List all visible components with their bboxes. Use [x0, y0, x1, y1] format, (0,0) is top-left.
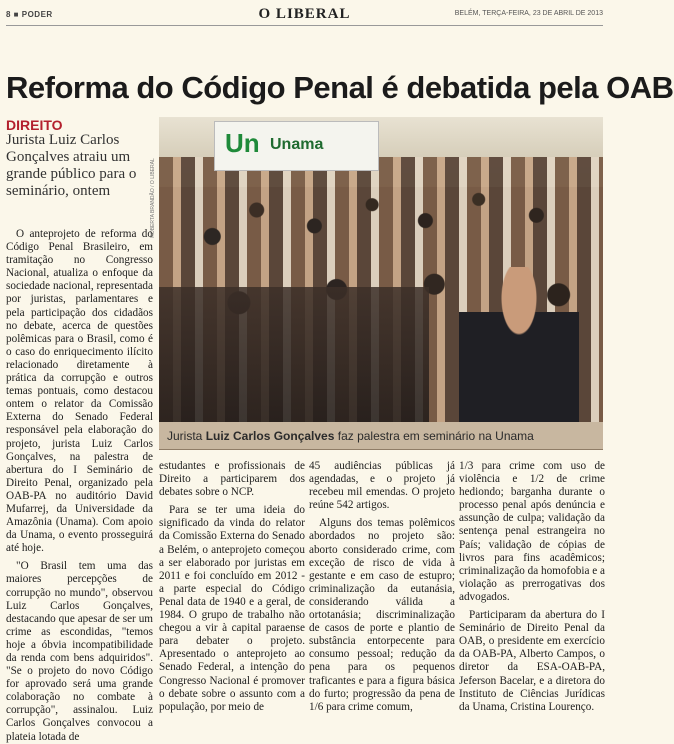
- article-photo: [159, 117, 603, 422]
- section-label: 8 ■ PODER: [6, 10, 53, 19]
- kicker: DIREITO: [6, 117, 63, 133]
- caption-prefix: Jurista: [167, 429, 206, 443]
- headline: Reforma do Código Penal é debatida pela OAB: [6, 70, 674, 105]
- unama-banner: [214, 121, 379, 171]
- subheadline: Jurista Luiz Carlos Gonçalves atraiu um grande público para o seminário, ontem: [6, 132, 137, 199]
- unama-banner-text: Unama: [270, 136, 324, 153]
- body-column-1: [6, 228, 153, 744]
- masthead: O LIBERAL: [258, 6, 351, 22]
- caption-name: Luiz Carlos Gonçalves: [205, 429, 335, 443]
- photo-credit-text: ROBERTA BRANDÃO / O LIBERAL: [149, 158, 156, 238]
- photo-front-row: [159, 287, 429, 422]
- photo-speaker: [459, 267, 579, 422]
- paragraph: O anteprojeto de reforma do Código Penal Brasileiro, em tramitação no Congresso Nacional, atualiza o enfoque da sociedade nacional, representada por juristas, parlamentares e pela participação dos cidadãos no debate, acerca de questões polêmicas para o Brasil, como é o caso do enriquecimento ilícito relacionado diretamente à prática da corrupção e outros temas pontuais, como destacou ontem o relator da Comissão Externa do Senado Federal responsável pela elaboração do projeto, jurista Luiz Carlos Gonçalves, na palestra de abertura do I Seminário de Direito Penal, organizado pela OAB-PA no auditório David Mufarrej, da Universidade da Amazônia (Unama). Com apoio da Unama, o evento prosseguirá até hoje.: [6, 228, 153, 555]
- paragraph: Participaram da abertura do I Seminário de Direito Penal da OAB, o presidente em exercício da OAB-PA, Alberto Campos, o diretor da ESA-OAB-PA, Jeferson Bacelar, e a diretora do Instituto de Ciências Jurídicas da Unama, Cristina Lourenço.: [459, 609, 605, 713]
- paragraph: 45 audiências públicas já agendadas, e o projeto já recebeu mil emendas. O projeto reúne 542 artigos.: [309, 460, 455, 512]
- paragraph: Para se ter uma ideia do significado da vinda do relator da Comissão Externa do Senado a Belém, o anteprojeto começou a ser elaborado por juristas em 2011 e foi concluído em 2012 - a parte especial do Código Penal data de 1940 e a geral, de 1984. O grupo de trabalho não chegou a vir à capital paraense para debater o projeto. Apresentado o anteprojeto ao Senado Federal, a intenção do Congresso Nacional é promover o debate sobre o assunto com a população, por meio de: [159, 504, 305, 713]
- page-header: [6, 4, 603, 26]
- caption-suffix: faz palestra em seminário na Unama: [334, 429, 534, 443]
- unama-logo: Un: [225, 128, 260, 158]
- paragraph: "O Brasil tem uma das maiores percepções de corrupção no mundo", observou Luiz Carlos Gonçalves, destacando que apesar de ser um crime as escondidas, "temos hoje a óbvia incompatibilidade da renda com bens adquiridos". "Se o projeto do novo Código for aprovado será uma grande colaboração no combate à corrupção", assinalou. Luiz Carlos Gonçalves convocou a plateia lotada de: [6, 560, 153, 743]
- paragraph: Alguns dos temas polêmicos abordados no projeto são: aborto considerado crime, com exceção de risco de vida à gestante e em caso de estupro; criminalização da eutanásia, considerando válida a ortotanásia; discriminalização de casos de porte e plantio de substância entorpecente para consumo pessoal; redução da pena para os pequenos traficantes e para a figura básica do furto; progressão da pena de 1/6 para crime comum,: [309, 517, 455, 713]
- paragraph: estudantes e profissionais de Direito a participarem dos debates sobre o NCP.: [159, 460, 305, 499]
- body-column-4: [459, 460, 605, 714]
- body-column-2: [159, 460, 305, 714]
- photo-caption-text: [167, 429, 534, 443]
- issue-date: BELÉM, TERÇA-FEIRA, 23 DE ABRIL DE 2013: [454, 10, 603, 17]
- body-column-3: [309, 460, 455, 714]
- paragraph: 1/3 para crime com uso de violência e 1/2 de crime hediondo; barganha durante o processo penal após denúncia e assunção de culpa; validação da sentença penal estrangeira no País; validação de cópias de livros para fins acadêmicos; criminalização da homofobia e a violação as prerrogativas dos advogados.: [459, 460, 605, 603]
- photo-caption: [159, 422, 603, 450]
